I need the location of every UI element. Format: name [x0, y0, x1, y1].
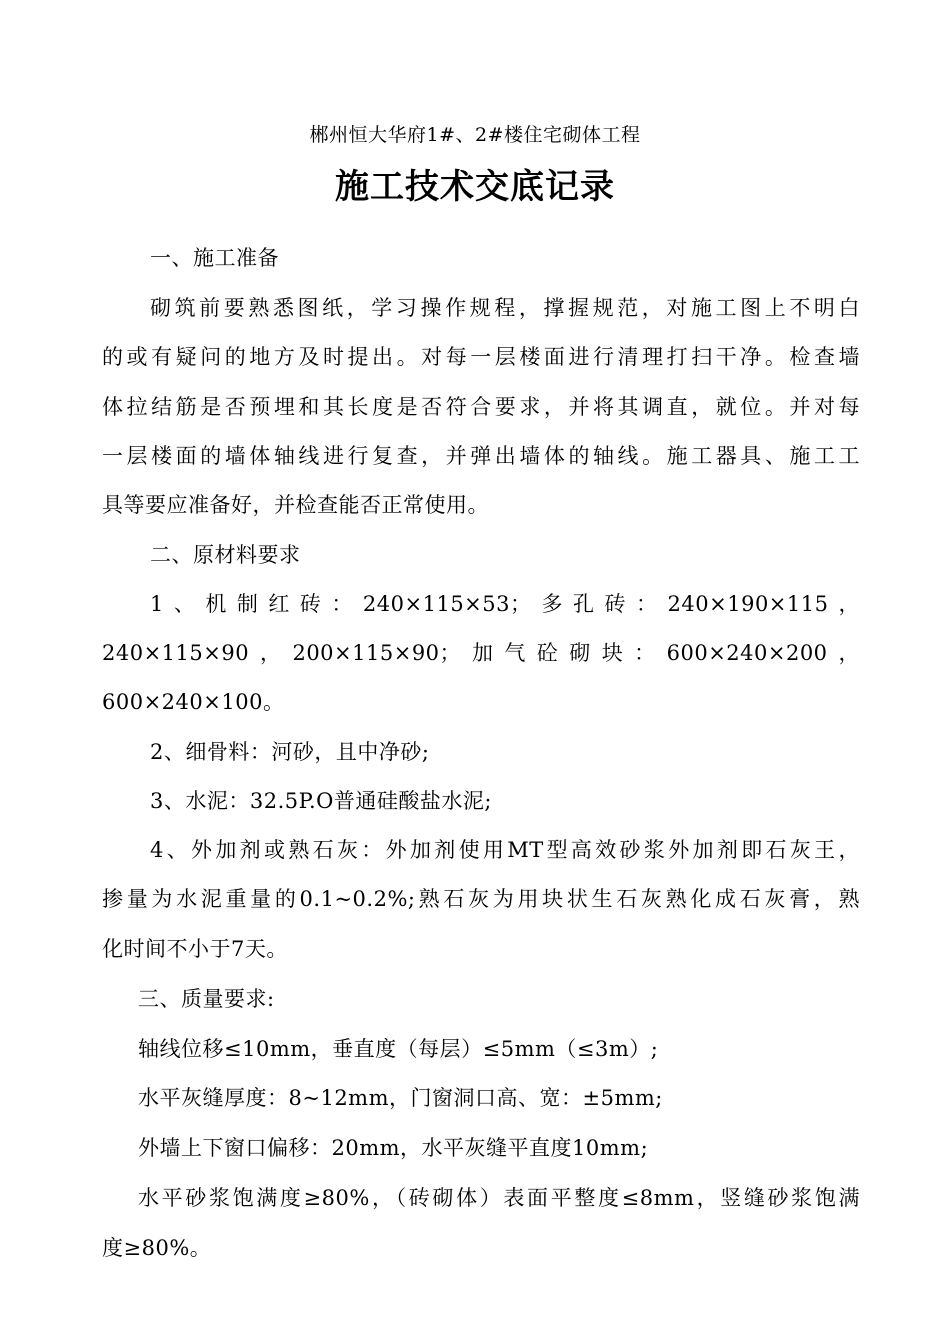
paragraph-line: 具等要应准备好，并检查能否正常使用。 — [102, 493, 489, 517]
paragraph-line: 砌筑前要熟悉图纸，学习操作规程，撑握规范，对施工图上不明白 — [150, 296, 860, 320]
materials-item-bricks: 1、机制红砖：240×115×53；多孔砖：240×190×115， — [150, 592, 860, 616]
paragraph-line: 一层楼面的墙体轴线进行复查，并弹出墙体的轴线。施工器具、施工工 — [102, 444, 860, 468]
quality-line: 水平砂浆饱满度≥80%，（砖砌体）表面平整度≤8mm，竖缝砂浆饱满 — [138, 1186, 860, 1210]
materials-item-admixture-cont: 掺量为水泥重量的0.1~0.2%;熟石灰为用块状生石灰熟化成石灰膏，熟 — [102, 887, 860, 911]
section-heading-quality: 三、质量要求: — [138, 987, 275, 1011]
project-subtitle: 郴州恒大华府1#、2#楼住宅砌体工程 — [309, 124, 641, 146]
section-heading-materials: 二、原材料要求 — [150, 543, 301, 567]
quality-line: 度≥80%。 — [102, 1236, 212, 1260]
materials-item-cement: 3、水泥：32.5P.O普通硅酸盐水泥; — [150, 789, 492, 813]
materials-item-admixture-cont: 化时间不小于7天。 — [102, 937, 288, 961]
quality-line: 轴线位移≤10mm，垂直度（每层）≤5mm（≤3m）; — [138, 1037, 659, 1061]
materials-item-aggregate: 2、细骨料：河砂，且中净砂; — [150, 740, 430, 764]
materials-item-bricks-cont: 600×240×100。 — [102, 690, 285, 714]
page-title: 施工技术交底记录 — [335, 167, 615, 207]
quality-line: 外墙上下窗口偏移：20mm，水平灰缝平直度10mm; — [138, 1136, 649, 1160]
quality-line: 水平灰缝厚度：8~12mm，门窗洞口高、宽：±5mm; — [138, 1086, 663, 1110]
materials-item-admixture: 4、外加剂或熟石灰：外加剂使用MT型高效砂浆外加剂即石灰王， — [150, 838, 860, 862]
section-heading-preparation: 一、施工准备 — [150, 246, 279, 270]
paragraph-line: 的或有疑问的地方及时提出。对每一层楼面进行清理打扫干净。检查墙 — [102, 345, 860, 369]
materials-item-bricks-cont: 240×115×90，200×115×90；加气砼砌块：600×240×200， — [102, 641, 860, 665]
paragraph-line: 体拉结筋是否预埋和其长度是否符合要求，并将其调直，就位。并对每 — [102, 395, 860, 419]
